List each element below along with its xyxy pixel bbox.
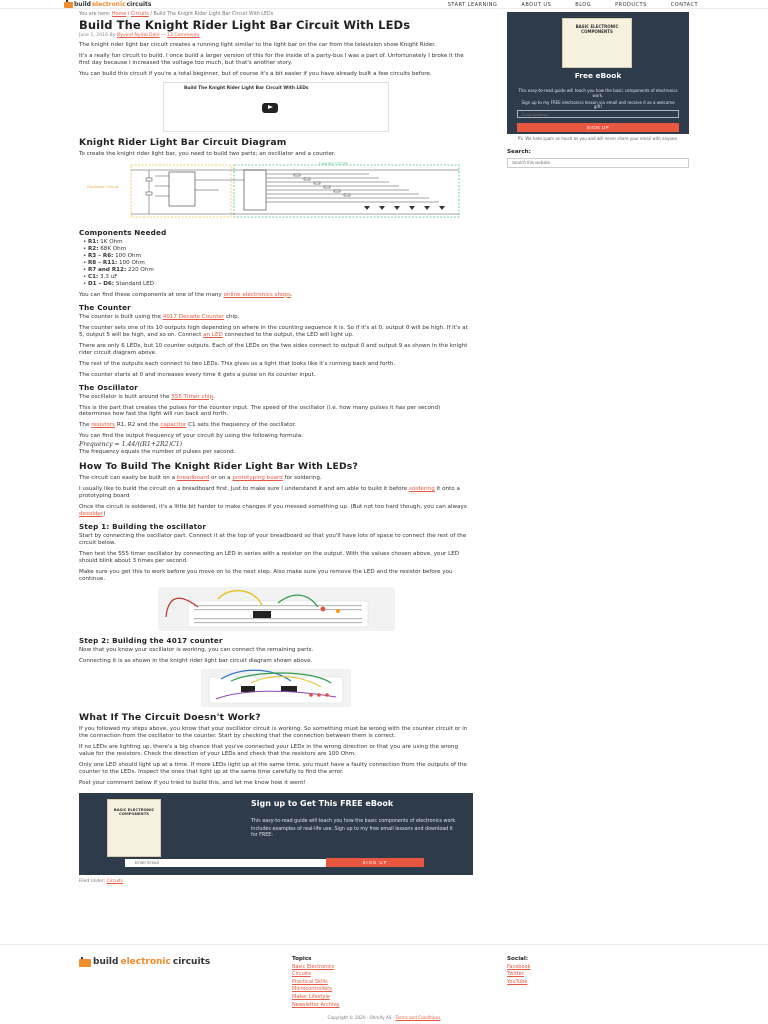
build-paragraph-2: I usually like to build the circuit on a breadboard first. Just to make sure I understand it and am able to build it before soldering it onto a prototyping board: [79, 486, 460, 500]
heading-how-to-build: How To Build The Knight Rider Light Bar With LEDs?: [79, 461, 358, 473]
search-title: Search:: [507, 149, 531, 155]
circuit-diagram-svg: [79, 162, 461, 222]
video-embed[interactable]: [163, 82, 389, 132]
filed-under: Filed Under: Circuits: [79, 878, 124, 884]
heading-circuit-diagram: Knight Rider Light Bar Circuit Diagram: [79, 136, 287, 148]
heading-oscillator: The Oscillator: [79, 382, 139, 392]
breadcrumb-current: Build The Knight Rider Light Bar Circuit With LEDs: [153, 12, 274, 17]
sidebar-ebook-text: This easy-to-read guide will teach you how the basic components of electronics work. Sign up to my FREE electronics lesson via email and receive it as a welcome gift!: [518, 88, 678, 110]
site-logo[interactable]: [64, 1, 151, 9]
ebook-signup-box: [79, 793, 473, 875]
nav-blog[interactable]: BLOG: [575, 2, 592, 8]
copyright: Copyright © 2020 · Ohmify AS · Terms and Conditions: [327, 1015, 441, 1020]
counter-paragraph-5: The counter starts at 0 and increases every time it gets a pulse on its counter input.: [79, 371, 316, 378]
heading-not-working: What If The Circuit Doesn't Work?: [79, 711, 261, 723]
counter-box: [234, 165, 459, 217]
site-header: [0, 0, 768, 9]
promo-title: Sign up to Get This FREE eBook: [251, 798, 394, 808]
timer-chip: [169, 172, 195, 206]
step2-paragraph-2: Connecting it is as shown in the knight rider light bar circuit diagram shown above.: [79, 657, 313, 664]
breadcrumb-category[interactable]: Circuits: [130, 12, 149, 17]
counter-chip: [244, 170, 266, 210]
footer-link-maker-lifestyle[interactable]: Maker Lifestyle: [292, 993, 330, 1000]
counter-label: Counter Circuit: [319, 161, 348, 166]
search-input[interactable]: [507, 158, 689, 168]
battery-logo-icon: [79, 959, 91, 967]
diagram-resistors: [146, 174, 350, 196]
heading-counter: The Counter: [79, 302, 131, 312]
ebook-cover: BASIC ELECTRONIC COMPONENTS: [107, 799, 161, 857]
play-icon[interactable]: [262, 103, 278, 113]
led-link[interactable]: an LED: [203, 331, 223, 338]
oscillator-paragraph-3: The resistors R1, R2 and the capacitor C1 sets the frequency of the oscillator.: [79, 422, 297, 429]
oscillator-paragraph-4: You can find the output frequency of your circuit by using the following formula:: [79, 433, 304, 440]
video-title: Build The Knight Rider Light Bar Circuit With LEDs: [184, 85, 309, 91]
list-item: • R1: 1K Ohm: [83, 239, 473, 246]
step1-paragraph-2: Then test the 555 timer oscillator by connecting an LED in series with a resistor on the output. With the values chosen above, your LED should blink about 3 times per second.: [79, 551, 460, 565]
timer-link[interactable]: 555 Timer chip: [171, 393, 214, 400]
oscillator-paragraph-2: This is the part that creates the pulses for the counter input. The speed of the oscillator (i.e. how many pulses it has per second) determines how fast the light will run back and forth.: [79, 404, 441, 418]
counter-paragraph-2: The counter sets one of its 10 outputs high depending on where in the counting sequence it is. So if it's at 0, output 0 will be high. If it's at 5, output 5 will be high, and so on. Connect an LED connected to the output, the LED will light up.: [79, 324, 468, 338]
site-footer: [0, 944, 768, 1024]
sidebar-email-input[interactable]: [517, 110, 679, 118]
oscillator-paragraph-5: The frequency equals the number of pulses per second.: [79, 449, 236, 456]
build-paragraph-3: Once the circuit is soldered, it's a little bit harder to make changes if you messed something up. (But not too hard though, you can always desolder): [79, 504, 467, 518]
promo-signup-button[interactable]: SIGN UP: [326, 858, 424, 867]
resistors-link[interactable]: resistors: [91, 422, 116, 429]
sidebar-ebook-cover: BASIC ELECTRONIC COMPONENTS: [562, 18, 632, 68]
troubleshoot-paragraph-2: If no LEDs are lighting up, there's a big chance that you've connected your LEDs in the wrong direction or that you are using the wrong value for the resistors. Check the direction of your LEDs and check that the resistors are 100 Ohm.: [79, 743, 459, 757]
filed-under-link[interactable]: Circuits: [106, 878, 124, 884]
list-item: • R3 – R6: 100 Ohm: [83, 253, 473, 260]
heading-components: Components Needed: [79, 227, 167, 237]
logo-text-build: build: [74, 1, 91, 8]
decade-counter-link[interactable]: 4017 Decade Counter: [162, 313, 225, 320]
footer-link-practical-skills[interactable]: Practical Skills: [292, 978, 328, 985]
oscillator-paragraph-1: The oscillator is built around the 555 Timer chip.: [79, 393, 215, 400]
counter-breadboard-photo: [201, 669, 351, 707]
oscillator-label: Oscillator Circuit: [87, 183, 119, 189]
breadcrumb-home[interactable]: Home: [112, 12, 127, 17]
author-link[interactable]: Øyvind Nydal Dahl: [116, 32, 160, 38]
prototyping-board-link[interactable]: prototyping board: [232, 475, 283, 482]
shops-link[interactable]: online electronics shops: [223, 291, 291, 298]
list-item: • D1 – D6: Standard LED: [83, 281, 473, 288]
footer-link-basic-electronics[interactable]: Basic Electronics: [292, 963, 335, 970]
footer-social: Social: Facebook Twitter YouTube: [507, 956, 531, 985]
heading-step-2: Step 2: Building the 4017 counter: [79, 636, 223, 645]
components-list: [83, 239, 473, 288]
list-item: • C1: 3.3 uF: [83, 274, 473, 281]
frequency-formula: Frequency = 1.44/((R1+2R2)C1): [79, 441, 183, 449]
article-column: [79, 12, 473, 884]
components-note: You can find these components at one of the many online electronics shops.: [79, 291, 293, 298]
build-paragraph-1: The circuit can easily be built on a breadboard or on a prototyping board for soldering.: [79, 475, 322, 482]
sidebar: [507, 12, 689, 168]
spam-note: PS: We hate spam as much as you and will never share your email with anyone.: [517, 136, 679, 141]
sidebar-ebook-widget: [507, 12, 689, 134]
breadcrumb: You are here: Home / Circuits / Build The Knight Rider Light Bar Circuit With LEDs: [79, 12, 274, 17]
nav-products[interactable]: PRODUCTS: [615, 2, 647, 8]
nav-about-us[interactable]: ABOUT US: [521, 2, 552, 8]
footer-link-youtube[interactable]: YouTube: [507, 978, 528, 985]
list-item: • R7 and R12: 220 Ohm: [83, 267, 473, 274]
oscillator-breadboard-photo: [158, 587, 395, 631]
heading-step-1: Step 1: Building the oscillator: [79, 522, 207, 532]
step1-paragraph-3: Make sure you get this to work before you move on to the next step. Also make sure you remove the LED and the resistor before you continue.: [79, 569, 453, 583]
footer-link-microcontrollers[interactable]: Microcontrollers: [292, 986, 332, 993]
desolder-link[interactable]: desolder: [79, 511, 104, 518]
diagram-wires: [131, 170, 459, 214]
step2-paragraph-1: Now that you know your oscillator is working, you can connect the remaining parts.: [79, 647, 314, 653]
counter-paragraph-3: There are only 6 LEDs, but 10 counter outputs. Each of the LEDs on the two sides connect to output 0 and output 9 as shown in the knight rider circuit diagram above.: [79, 342, 468, 356]
footer-link-twitter[interactable]: Twitter: [507, 971, 524, 978]
intro-paragraph-3: You can build this circuit if you're a total beginner, but of course it's a bit easier if you have already built a few circuits before.: [79, 70, 432, 77]
page-title: Build The Knight Rider Light Bar Circuit With LEDs: [79, 17, 411, 32]
counter-paragraph-4: The rest of the outputs each connect to two LEDs. This gives us a light that looks like it's running back and forth.: [79, 360, 396, 367]
logo-text-circuits: circuits: [126, 1, 152, 8]
post-meta: June 1, 2016 By Øyvind Nydal Dahl — 13 Comments: [79, 32, 200, 38]
breadboard-link[interactable]: breadboard: [176, 475, 210, 482]
oscillator-box: [131, 165, 231, 217]
battery-logo-icon: [64, 2, 73, 8]
footer-link-newsletter-archive[interactable]: Newsletter Archive: [292, 1001, 340, 1008]
promo-text: This easy-to-read guide will teach you how the basic components of electronics work. Includes examples of real-life use. Sign up to my free email lessons and download it for FREE:: [251, 818, 457, 839]
comments-link[interactable]: 13 Comments: [167, 32, 200, 38]
soldering-link[interactable]: soldering: [408, 486, 435, 493]
footer-logo[interactable]: build electronic circuits: [79, 957, 210, 968]
intro-paragraph-1: The knight rider light bar circuit creates a running light similar to the light bar on the car from the television show Knight Rider.: [79, 41, 436, 48]
footer-topics: Topics Basic Electronics Circuits Practical Skills Microcontrollers Maker Lifestyle Newsletter Archive: [292, 956, 340, 1008]
troubleshoot-paragraph-4: Post your comment below if you tried to build this, and let me know how it went!: [79, 779, 306, 786]
list-item: • R8 – R11: 100 Ohm: [83, 260, 473, 267]
footer-link-circuits[interactable]: Circuits: [292, 971, 311, 978]
diagram-intro: To create the knight rider light bar, you need to build two parts; an oscillator and a counter.: [79, 150, 336, 157]
intro-paragraph-2: It's a really fun circuit to build. I once build a larger version of this for the inside of a party-bus I was a part of. Unfortunately I broke it the first day because I increased the voltage too much, but that's another story.: [79, 52, 464, 66]
main-nav: [448, 2, 698, 8]
terms-link[interactable]: Terms and Conditions: [395, 1015, 441, 1020]
diagram-leds: [364, 206, 445, 210]
troubleshoot-paragraph-1: If you followed my steps above, you know that your oscillator circuit is working. So something must be wrong with the counter circuit or in the connection from the oscillator to the counter. Start by checking that the connection between them is correct.: [79, 725, 468, 739]
sidebar-signup-button[interactable]: SIGN UP: [517, 123, 679, 132]
sidebar-ebook-title: Free eBook: [574, 71, 622, 80]
capacitor-link[interactable]: capacitor: [160, 422, 187, 429]
nav-start-learning[interactable]: START LEARNING: [447, 2, 498, 8]
counter-paragraph-1: The counter is built using the 4017 Decade Counter chip.: [79, 313, 240, 320]
troubleshoot-paragraph-3: Only one LED should light up at a time. If more LEDs light up at the same time, you must have a faulty connection from the outputs of the counter to the LEDs. Inspect the ones that light up at the same time carefully to find the error.: [79, 761, 467, 775]
logo-text-electronic: electronic: [91, 1, 126, 8]
nav-contact[interactable]: CONTACT: [670, 2, 698, 8]
circuit-diagram: [79, 162, 461, 222]
footer-link-facebook[interactable]: Facebook: [507, 963, 531, 970]
list-item: • R2: 68K Ohm: [83, 246, 473, 253]
step1-paragraph-1: Start by connecting the oscillator part. Connect it at the top of your breadboard so that you'll have lots of space to connect the rest of the circuit below.: [79, 533, 467, 547]
